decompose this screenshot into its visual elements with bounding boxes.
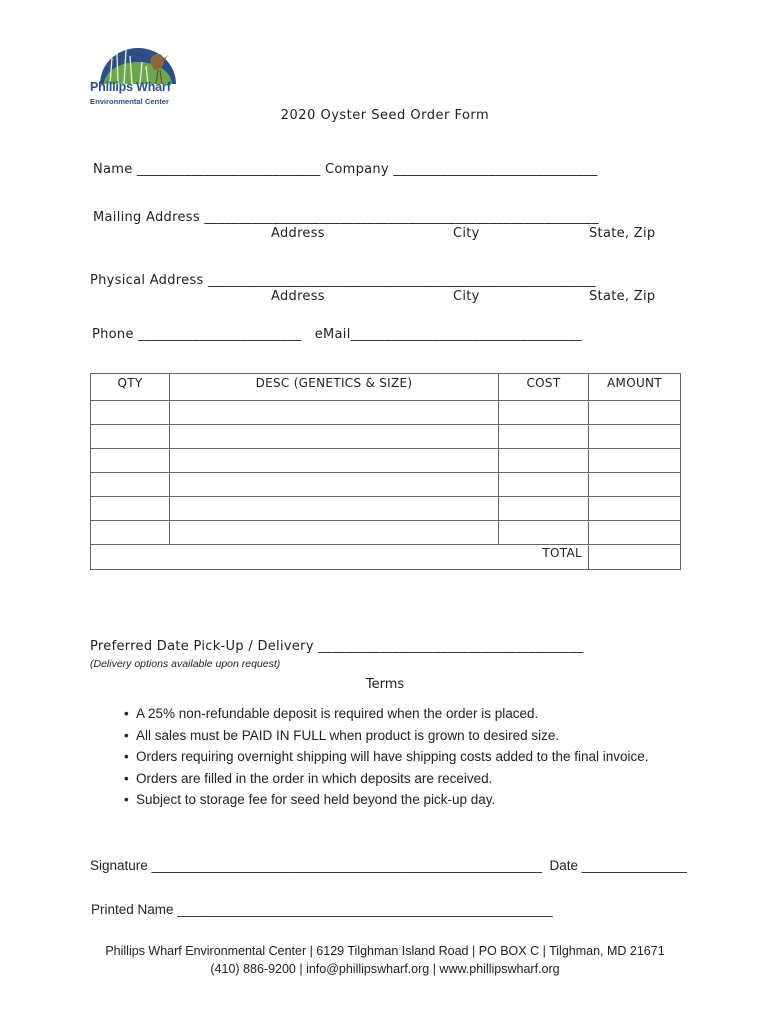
- table-row: [91, 473, 681, 497]
- physical-address-sublabel: Address: [271, 289, 325, 304]
- amount-cell[interactable]: [589, 449, 681, 473]
- total-amount-cell[interactable]: [589, 545, 681, 570]
- delivery-note: (Delivery options available upon request): [90, 658, 281, 670]
- list-item: [124, 789, 649, 811]
- footer-address: Phillips Wharf Environmental Center | 6129 Tilghman Island Road | PO BOX C | Tilghman, MD 21671: [105, 944, 665, 958]
- qty-header: QTY: [91, 374, 170, 401]
- qty-cell[interactable]: [91, 401, 170, 425]
- qty-cell[interactable]: [91, 521, 170, 545]
- page-title: 2020 Oyster Seed Order Form: [280, 108, 490, 123]
- total-label: TOTAL: [91, 545, 589, 570]
- cost-cell[interactable]: [499, 401, 589, 425]
- cost-cell[interactable]: [499, 497, 589, 521]
- desc-cell[interactable]: [170, 497, 499, 521]
- terms-title: Terms: [365, 677, 405, 692]
- physical-address-field[interactable]: Physical Address _________________________________________________________: [90, 273, 596, 288]
- term-text: Orders are filled in the order in which deposits are received.: [136, 770, 493, 786]
- qty-cell[interactable]: [91, 497, 170, 521]
- amount-cell[interactable]: [589, 401, 681, 425]
- cost-cell[interactable]: [499, 521, 589, 545]
- mailing-state-zip-sublabel: State, Zip: [589, 226, 656, 241]
- logo-name-line2: Environmental Center: [90, 97, 169, 106]
- desc-cell[interactable]: [170, 401, 499, 425]
- mailing-address-field[interactable]: Mailing Address __________________________________________________________: [93, 210, 599, 225]
- list-item: [124, 725, 649, 747]
- cost-cell[interactable]: [499, 473, 589, 497]
- table-row: [91, 521, 681, 545]
- terms-list: [124, 703, 649, 811]
- list-item: [124, 703, 649, 725]
- amount-header: AMOUNT: [589, 374, 681, 401]
- footer-contact: (410) 886-9200 | info@phillipswharf.org | www.phillipswharf.org: [210, 962, 560, 976]
- bullet-icon: •: [124, 727, 129, 743]
- order-table: [90, 373, 681, 570]
- term-text: All sales must be PAID IN FULL when product is grown to desired size.: [136, 727, 560, 743]
- qty-cell[interactable]: [91, 449, 170, 473]
- table-row: [91, 401, 681, 425]
- table-header-row: [91, 374, 681, 401]
- cost-header: COST: [499, 374, 589, 401]
- qty-cell[interactable]: [91, 473, 170, 497]
- desc-cell[interactable]: [170, 449, 499, 473]
- name-company-field[interactable]: Name ___________________________ Company ______________________________: [93, 162, 598, 177]
- mailing-address-sublabel: Address: [271, 226, 325, 241]
- table-row: [91, 449, 681, 473]
- physical-city-sublabel: City: [453, 289, 480, 304]
- amount-cell[interactable]: [589, 521, 681, 545]
- cost-cell[interactable]: [499, 449, 589, 473]
- organization-logo: [88, 44, 188, 110]
- amount-cell[interactable]: [589, 497, 681, 521]
- bullet-icon: •: [124, 770, 129, 786]
- signature-date-field[interactable]: Signature ____________________________________________________ Date ______________: [90, 858, 687, 873]
- desc-cell[interactable]: [170, 521, 499, 545]
- mailing-city-sublabel: City: [453, 226, 480, 241]
- printed-name-field[interactable]: Printed Name __________________________________________________: [91, 902, 553, 917]
- bullet-icon: •: [124, 792, 129, 808]
- bullet-icon: •: [124, 749, 129, 765]
- desc-cell[interactable]: [170, 473, 499, 497]
- desc-header: DESC (GENETICS & SIZE): [170, 374, 499, 401]
- list-item: [124, 746, 649, 768]
- heron-marsh-icon: [88, 44, 188, 84]
- phone-email-field[interactable]: Phone ________________________ eMail__________________________________: [92, 327, 582, 342]
- table-row: [91, 425, 681, 449]
- logo-name-line1: Phillips Wharf: [90, 80, 171, 94]
- cost-cell[interactable]: [499, 425, 589, 449]
- list-item: [124, 768, 649, 790]
- desc-cell[interactable]: [170, 425, 499, 449]
- table-row: [91, 497, 681, 521]
- physical-state-zip-sublabel: State, Zip: [589, 289, 656, 304]
- qty-cell[interactable]: [91, 425, 170, 449]
- amount-cell[interactable]: [589, 473, 681, 497]
- amount-cell[interactable]: [589, 425, 681, 449]
- total-row: [91, 545, 681, 570]
- preferred-date-field[interactable]: Preferred Date Pick-Up / Delivery _______________________________________: [90, 639, 584, 654]
- term-text: Orders requiring overnight shipping will have shipping costs added to the final invoice.: [136, 749, 649, 765]
- term-text: Subject to storage fee for seed held beyond the pick-up day.: [136, 792, 496, 808]
- bullet-icon: •: [124, 706, 129, 721]
- term-text: A 25% non-refundable deposit is required when the order is placed.: [136, 706, 539, 721]
